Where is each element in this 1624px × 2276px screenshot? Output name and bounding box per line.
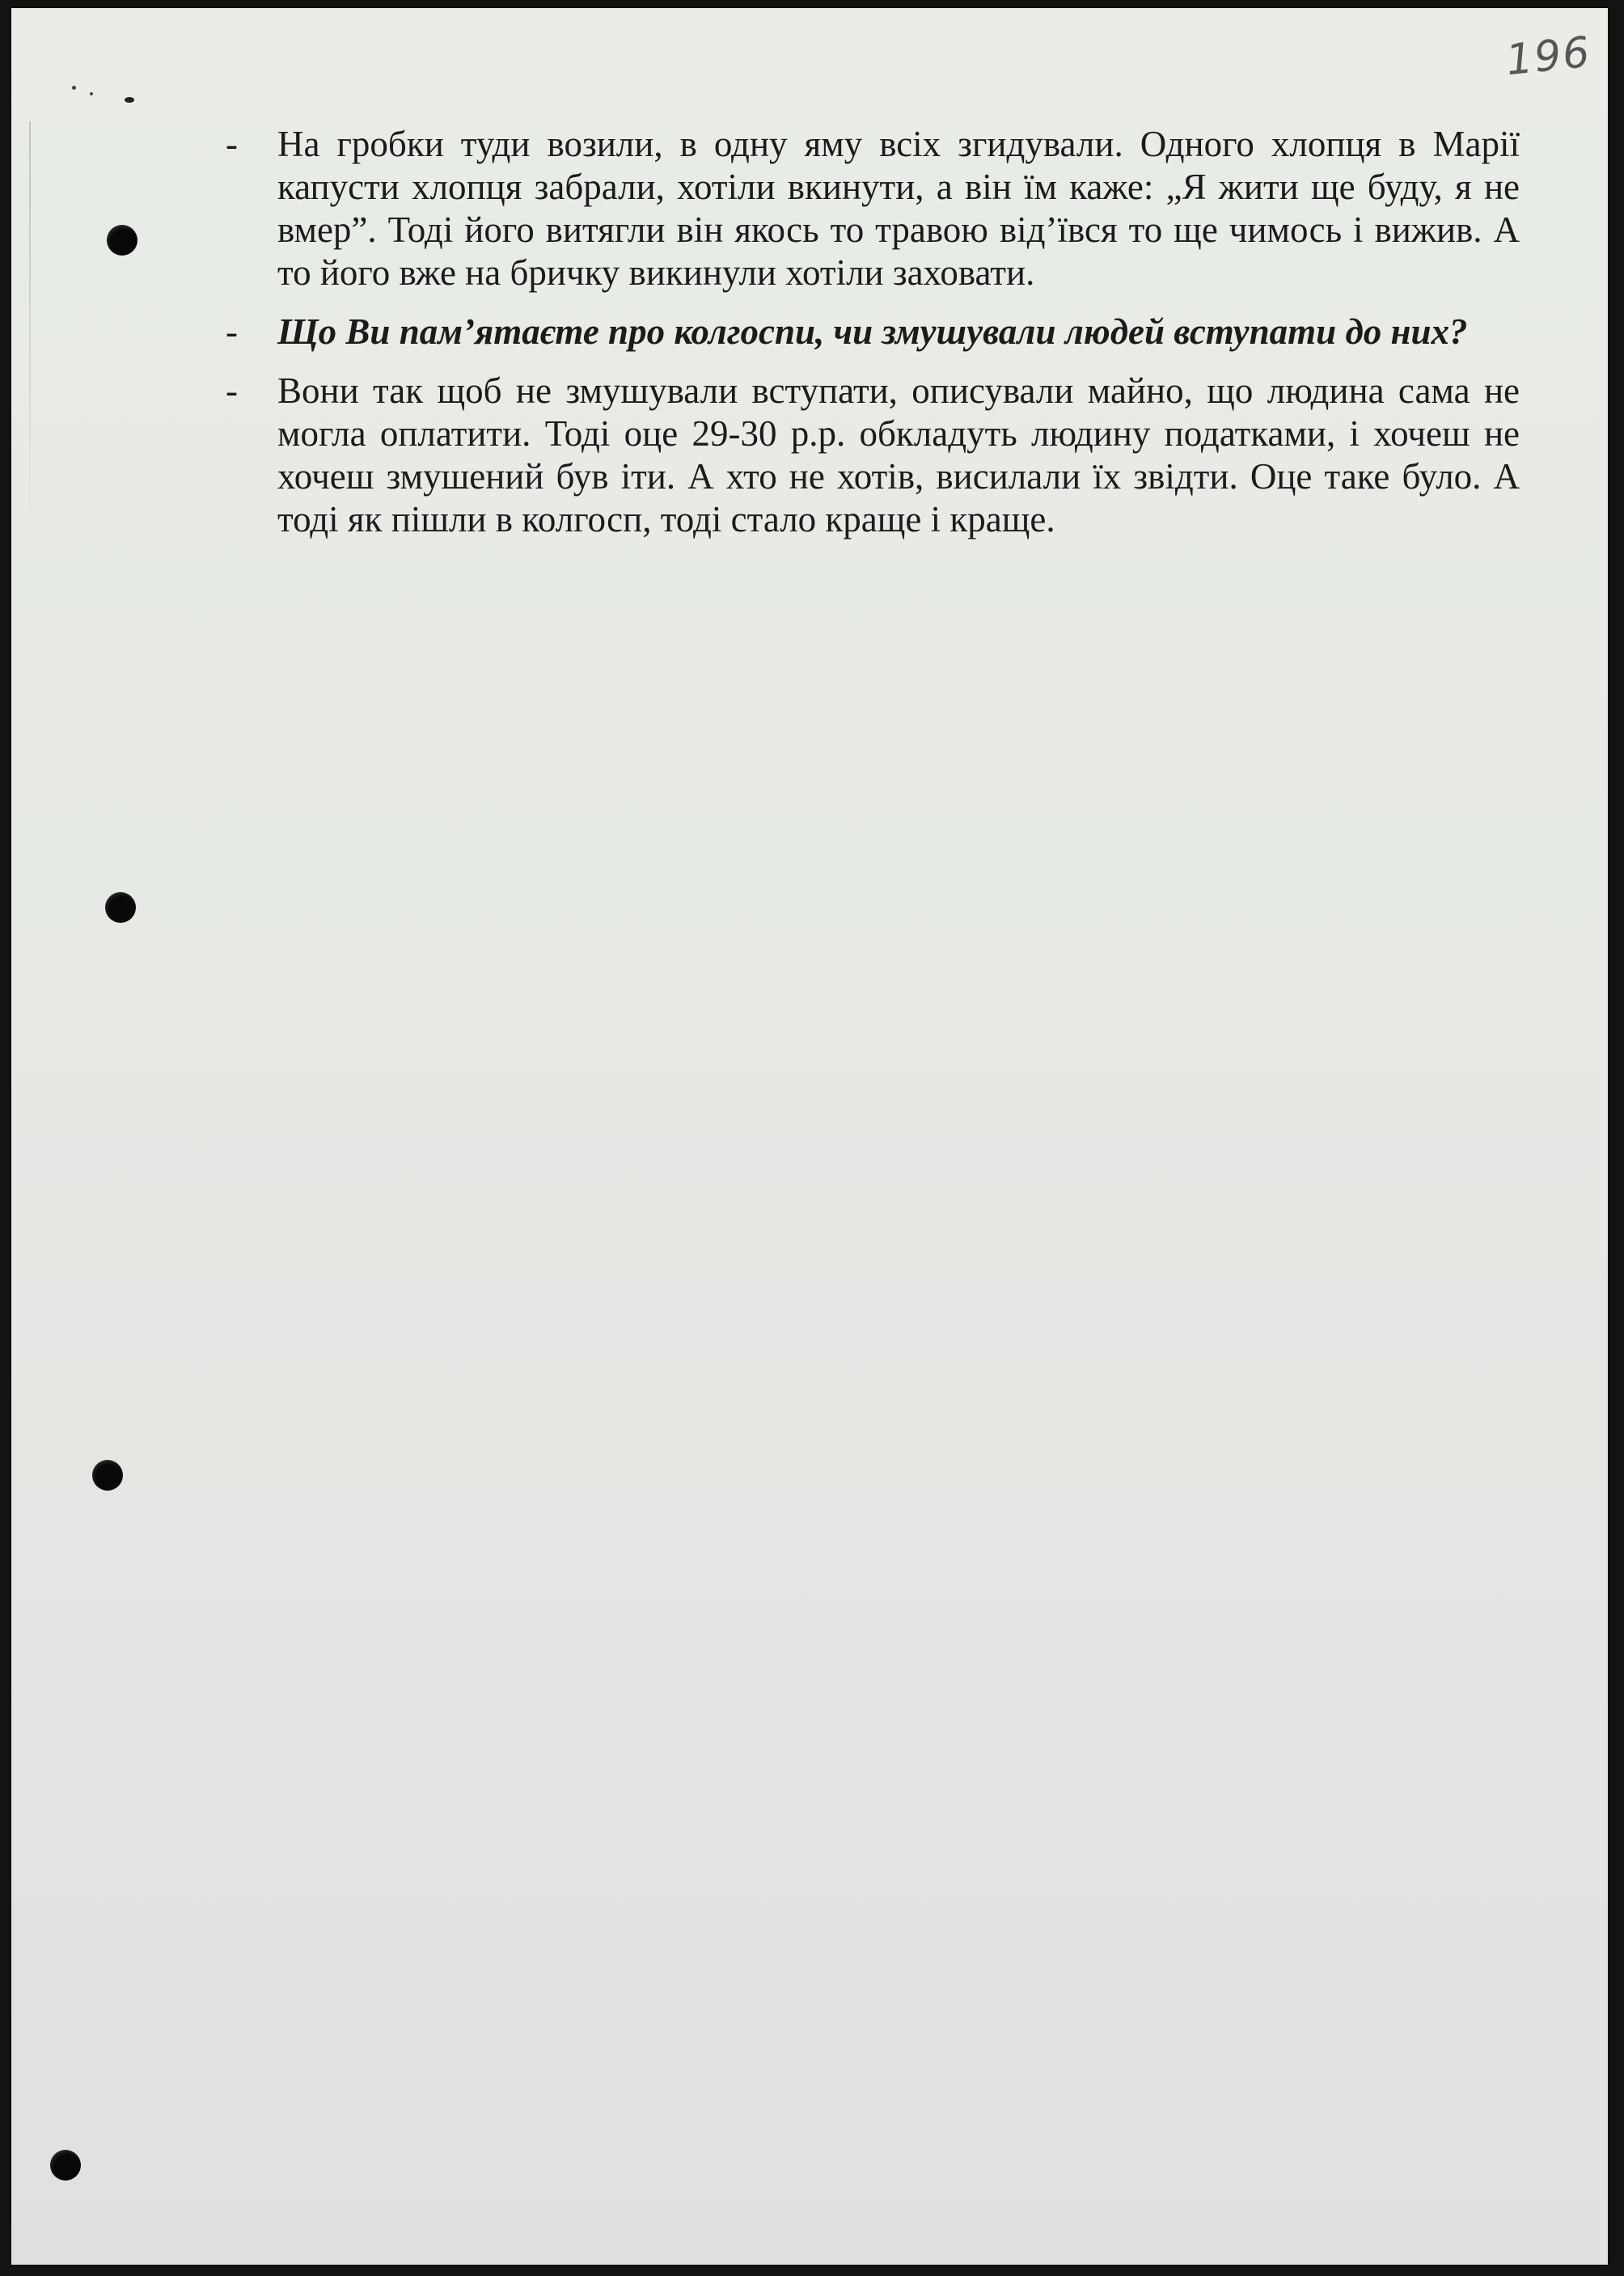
question-paragraph <box>226 311 1520 353</box>
handwritten-page-number: 196 <box>1503 27 1594 86</box>
scan-speck <box>125 97 134 103</box>
dash-marker: - <box>226 370 238 411</box>
answer-text: На гробки туди возили, в одну яму всіх згидували. Одного хлопця в Марії капусти хлопця забрали, хотіли вкинути, а він їм каже: „Я жити ще буду, я не вмер”. Тоді його витягли він якось то травою від’ївся то ще чимось і вижив. А то його вже на бричку викинули хотіли заховати. <box>277 124 1520 293</box>
dash-marker: - <box>226 311 238 352</box>
punch-hole <box>105 892 136 923</box>
scan-speck <box>72 86 76 90</box>
punch-hole <box>50 2150 81 2181</box>
answer-paragraph <box>226 370 1520 541</box>
document-page <box>11 8 1608 2265</box>
dash-marker: - <box>226 124 238 164</box>
interview-transcript <box>226 123 1520 557</box>
punch-hole <box>92 1460 123 1491</box>
answer-text: Вони так щоб не змушували вступати, описували майно, що людина сама не могла оплатити. Тоді оце 29-30 р.р. обкладуть людину податками, і хочеш не хочеш змушений був іти. А хто не хотів, висилали їх звідти. Оце таке було. А тоді як пішли в колгосп, тоді стало краще і краще. <box>277 370 1520 539</box>
scan-speck <box>90 92 93 95</box>
binding-edge-mark <box>29 121 31 510</box>
answer-paragraph <box>226 123 1520 294</box>
punch-hole <box>107 225 137 256</box>
question-text: Що Ви пам’ятаєте про колгоспи, чи змушували людей вступати до них? <box>277 311 1468 352</box>
